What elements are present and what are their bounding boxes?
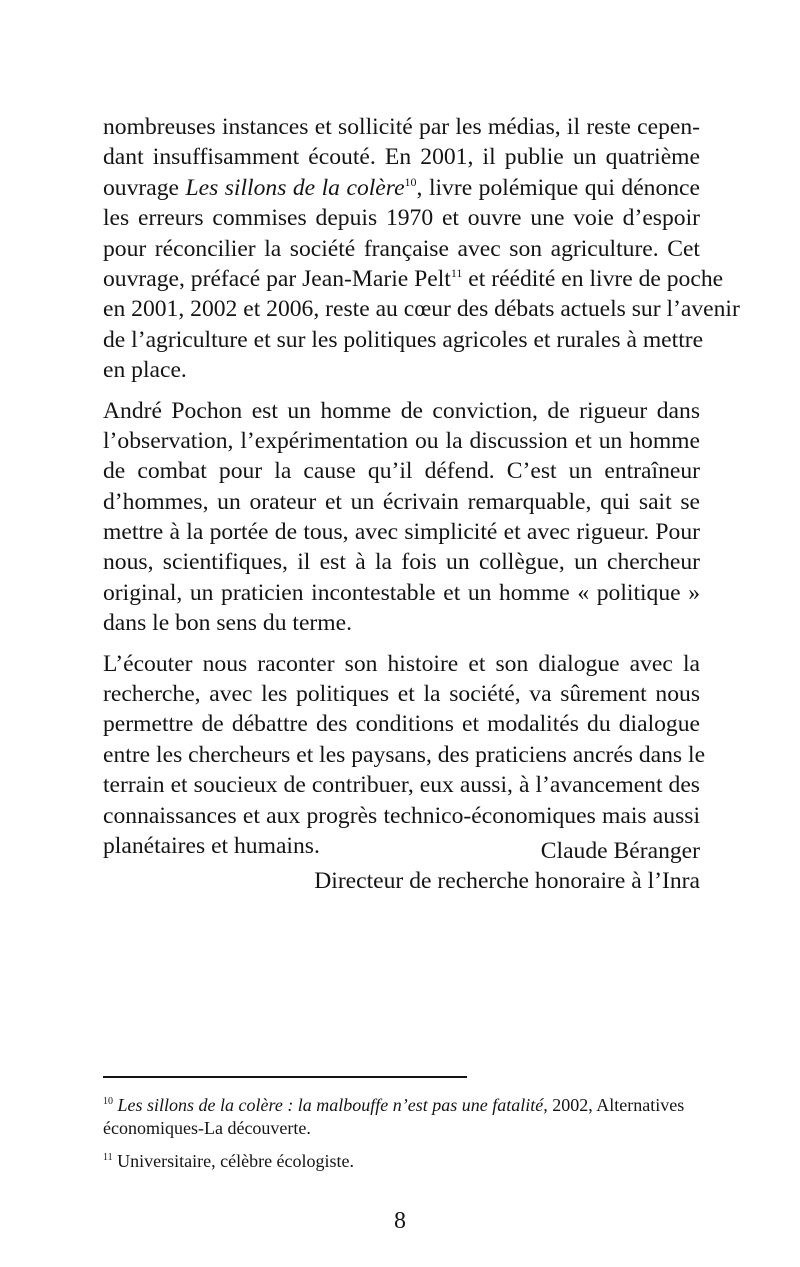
text-line bbox=[103, 649, 700, 679]
text-line bbox=[103, 203, 700, 233]
text-run: nous, scientifiques, il est à la fois un collègue, un chercheur bbox=[103, 549, 700, 576]
text-run: connaissances et aux progrès technico-économiques mais aussi bbox=[103, 802, 700, 829]
text-run: mettre à la portée de tous, avec simplicité et avec rigueur. Pour bbox=[103, 519, 700, 546]
paragraph bbox=[103, 396, 700, 639]
text-run: permettre de débattre des conditions et modalités du dialogue bbox=[103, 711, 700, 738]
text-run: recherche, avec les politiques et la société, va sûrement nous bbox=[103, 681, 700, 708]
text-line bbox=[103, 709, 700, 739]
text-run: André Pochon est un homme de conviction, de rigueur dans bbox=[103, 397, 700, 424]
text-run: ouvrage, préfacé par Jean-Marie Pelt bbox=[103, 265, 451, 292]
text-run: planétaires et humains. bbox=[103, 832, 320, 859]
text-line bbox=[103, 456, 700, 486]
text-line bbox=[103, 264, 724, 294]
text-run: les erreurs commises depuis 1970 et ouvre une voie d’espoir bbox=[103, 205, 700, 232]
text-run: en place. bbox=[103, 357, 187, 384]
text-run: de l’agriculture et sur les politiques agricoles et rurales à mettre bbox=[103, 326, 704, 353]
signature-title: Directeur de recherche honoraire à l’Inra bbox=[314, 868, 700, 894]
footnotes bbox=[103, 1094, 700, 1183]
text-run: en 2001, 2002 et 2006, reste au cœur des débats actuels sur l’avenir bbox=[103, 296, 740, 323]
text-line bbox=[103, 234, 700, 264]
text-run: dant insuffisamment écouté. En 2001, il publie un quatrième bbox=[103, 144, 700, 171]
paragraph bbox=[103, 649, 706, 862]
text-run: et réédité en livre de poche bbox=[462, 265, 724, 292]
text-run: Universitaire, célèbre écologiste. bbox=[112, 1151, 355, 1171]
italic-title: Les sillons de la colère : la malbouffe n’est pas une fatalité, bbox=[117, 1095, 548, 1115]
text-line bbox=[103, 396, 700, 426]
text-line bbox=[103, 112, 700, 142]
text-run: dans le bon sens du terme. bbox=[103, 610, 352, 637]
italic-title: Les sillons de la colère bbox=[185, 174, 405, 201]
text-run: entre les chercheurs et les paysans, des praticiens ancrés dans le bbox=[103, 741, 706, 768]
text-line bbox=[103, 517, 700, 547]
text-line bbox=[103, 770, 700, 800]
text-line bbox=[103, 325, 704, 355]
text-run: , livre polémique qui dénonce bbox=[416, 174, 700, 201]
text-line bbox=[103, 142, 700, 172]
text-line bbox=[103, 355, 700, 385]
text-line bbox=[103, 801, 700, 831]
text-line bbox=[103, 578, 700, 608]
text-run: 2002, Alternatives économiques-La découverte. bbox=[103, 1095, 685, 1138]
text-run: nombreuses instances et sollicité par les médias, il reste cepen- bbox=[103, 114, 700, 140]
text-run: ouvrage bbox=[103, 174, 186, 201]
signature-name: Claude Béranger bbox=[540, 838, 700, 864]
footnote-separator bbox=[103, 1076, 467, 1078]
footnote-ref: 11 bbox=[103, 1152, 113, 1163]
text-run: original, un praticien incontestable et un homme « politique » bbox=[103, 579, 700, 606]
text-line bbox=[103, 740, 706, 770]
text-run: d’hommes, un orateur et un écrivain remarquable, qui sait se bbox=[103, 488, 700, 515]
text-line bbox=[103, 426, 700, 456]
text-run: pour réconcilier la société française avec son agriculture. Cet bbox=[103, 235, 700, 262]
text-line bbox=[103, 173, 700, 203]
text-run: terrain et soucieux de contribuer, eux aussi, à l’avancement des bbox=[103, 772, 700, 799]
footnote-ref: 11 bbox=[450, 265, 463, 280]
text-line bbox=[103, 608, 700, 638]
text-line bbox=[103, 487, 700, 517]
body-text bbox=[103, 112, 740, 871]
text-run: de combat pour la cause qu’il défend. C’est un entraîneur bbox=[103, 458, 700, 485]
footnote bbox=[103, 1150, 700, 1173]
text-line bbox=[103, 679, 700, 709]
footnote-ref: 10 bbox=[404, 174, 417, 189]
footnote-ref: 10 bbox=[103, 1096, 113, 1107]
paragraph bbox=[103, 112, 740, 386]
text-run: l’observation, l’expérimentation ou la discussion et un homme bbox=[103, 427, 700, 454]
text-line bbox=[103, 547, 700, 577]
footnote bbox=[103, 1094, 700, 1140]
signature-block bbox=[103, 836, 700, 896]
text-line bbox=[103, 294, 740, 324]
text-run: L’écouter nous raconter son histoire et son dialogue avec la bbox=[103, 650, 700, 677]
page-number: 8 bbox=[394, 1208, 406, 1234]
